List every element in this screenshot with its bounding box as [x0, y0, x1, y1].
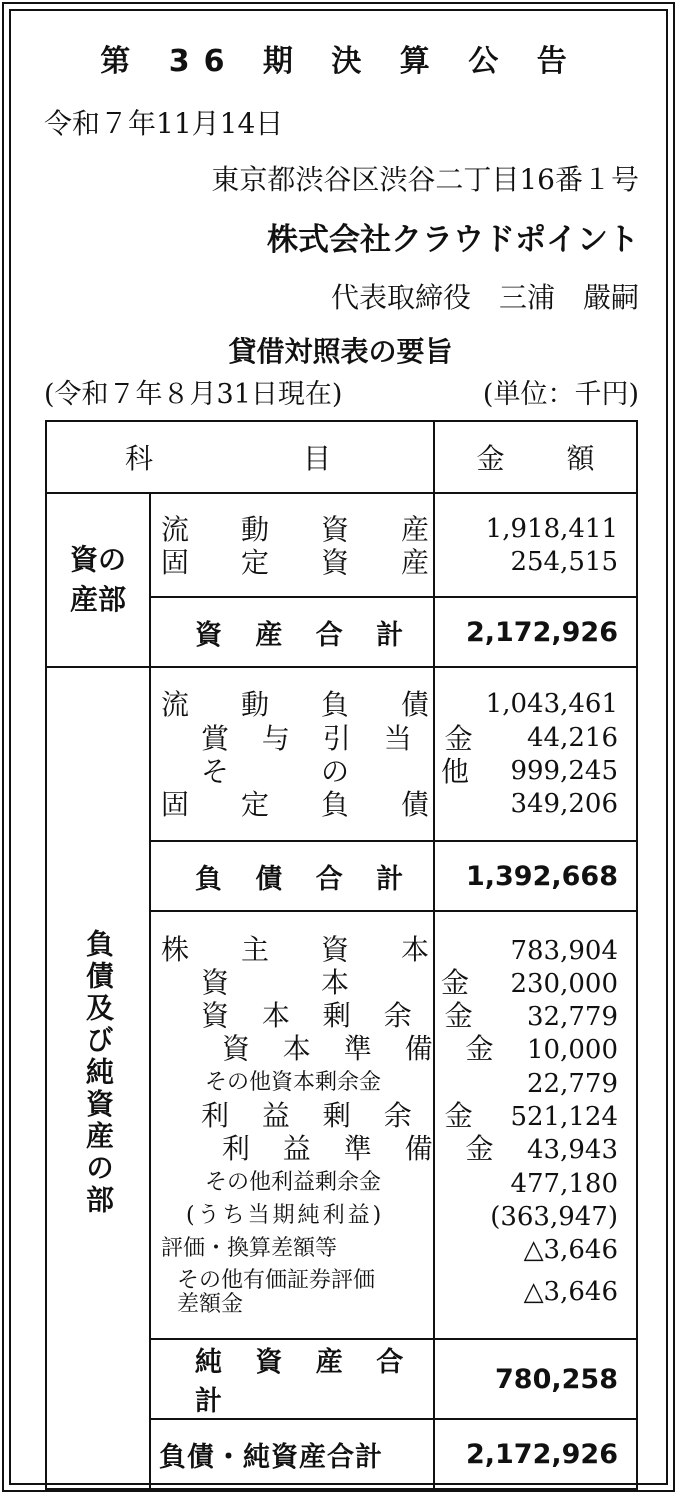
assets-total-value: 2,172,926: [434, 597, 637, 667]
balance-sheet-table: [45, 420, 638, 1490]
assets-names: [150, 493, 442, 597]
notice-date: 令和７年11月14日: [44, 107, 284, 140]
list-item: 流 動 資 産: [161, 512, 442, 546]
list-item: △3,646: [523, 1277, 618, 1308]
equity-names: [150, 911, 506, 1339]
list-item: 固 定 負 債: [161, 788, 442, 822]
amount-header-1: 金: [476, 442, 505, 475]
list-item: 資 本 剰 余 金: [161, 999, 485, 1033]
item-header-2: 目: [303, 442, 332, 475]
list-item: △3,646: [523, 1235, 618, 1266]
list-item: 利 益 剰 余 金: [161, 1099, 485, 1132]
list-item: [151, 1265, 433, 1319]
assets-section-line1: 資の: [69, 543, 126, 576]
assets-section-line2: 産部: [69, 583, 126, 616]
item-header-1: 科: [125, 442, 154, 475]
list-item: その他資本剰余金: [161, 1069, 382, 1095]
company-address: 東京都渋谷区渋谷二丁目16番１号: [211, 163, 639, 196]
table-header-row: [46, 421, 637, 493]
unit-label: (単位：千円): [482, 379, 639, 410]
amount-header: [434, 421, 637, 493]
list-item: 349,206: [510, 789, 618, 820]
liabilities-names: [150, 667, 485, 841]
list-item: 利 益 準 備 金: [161, 1132, 506, 1166]
assets-detail-row: [46, 493, 637, 597]
list-item: 株 主 資 本: [161, 932, 442, 966]
amount-header-2: 額: [566, 442, 595, 475]
list-item: 521,124: [510, 1102, 618, 1132]
liabilities-section-label: 負債及び純資産の部: [82, 928, 115, 1217]
list-item: 43,943: [527, 1135, 618, 1166]
list-item: 44,216: [527, 722, 618, 753]
list-item: (うち当期純利益): [161, 1202, 385, 1228]
list-item: (363,947): [490, 1201, 618, 1232]
company-name: 株式会社クラウドポイント: [267, 222, 639, 258]
grand-total-value: 2,172,926: [434, 1419, 637, 1489]
list-item: 流 動 負 債: [161, 688, 442, 722]
list-item: 固 定 資 産: [161, 546, 442, 579]
liabilities-total-label: 負 債 合 計: [150, 841, 434, 911]
balance-sheet-title: 貸借対照表の要旨: [228, 335, 453, 368]
list-item: 477,180: [510, 1168, 618, 1199]
list-item: 資 本 準 備 金: [161, 1032, 506, 1066]
liabilities-detail-row: [46, 667, 637, 841]
list-item: そ の 他: [161, 755, 482, 788]
list-item: 22,779: [527, 1068, 618, 1099]
list-item: 999,245: [510, 756, 618, 786]
list-item: 賞 与 引 当 金: [161, 721, 485, 755]
list-item: 32,779: [527, 1002, 618, 1033]
list-item: 230,000: [510, 968, 618, 999]
grand-total-label: 負債・純資産合計: [150, 1419, 434, 1489]
item-header: [46, 421, 434, 493]
list-item: 783,904: [510, 935, 618, 966]
liabilities-section-cell: [46, 667, 150, 1489]
list-item: 10,000: [527, 1035, 618, 1066]
list-item: 1,918,411: [485, 513, 618, 544]
as-of-date: (令和７年８月31日現在): [44, 379, 343, 410]
list-item: 254,515: [510, 547, 618, 577]
notice-title: 第 36 期 決 算 公 告: [100, 44, 581, 79]
representative: 代表取締役 三浦 嚴嗣: [330, 281, 639, 314]
assets-total-label: 資 産 合 計: [150, 597, 434, 667]
equity-total-value: 780,258: [434, 1339, 637, 1419]
assets-section-label: [46, 493, 150, 667]
other-securities-line1: その他有価証券評価: [177, 1268, 376, 1294]
list-item: 評価・換算差額等: [161, 1236, 338, 1262]
equity-total-label: 純 資 産 合 計: [150, 1339, 434, 1419]
liabilities-total-value: 1,392,668: [434, 841, 637, 911]
other-securities-line2: 差額金: [177, 1292, 244, 1318]
list-item: 資 本 金: [161, 965, 482, 999]
assets-values: [434, 493, 637, 597]
list-item: 1,043,461: [485, 689, 618, 720]
list-item: その他利益剰余金: [161, 1169, 382, 1195]
